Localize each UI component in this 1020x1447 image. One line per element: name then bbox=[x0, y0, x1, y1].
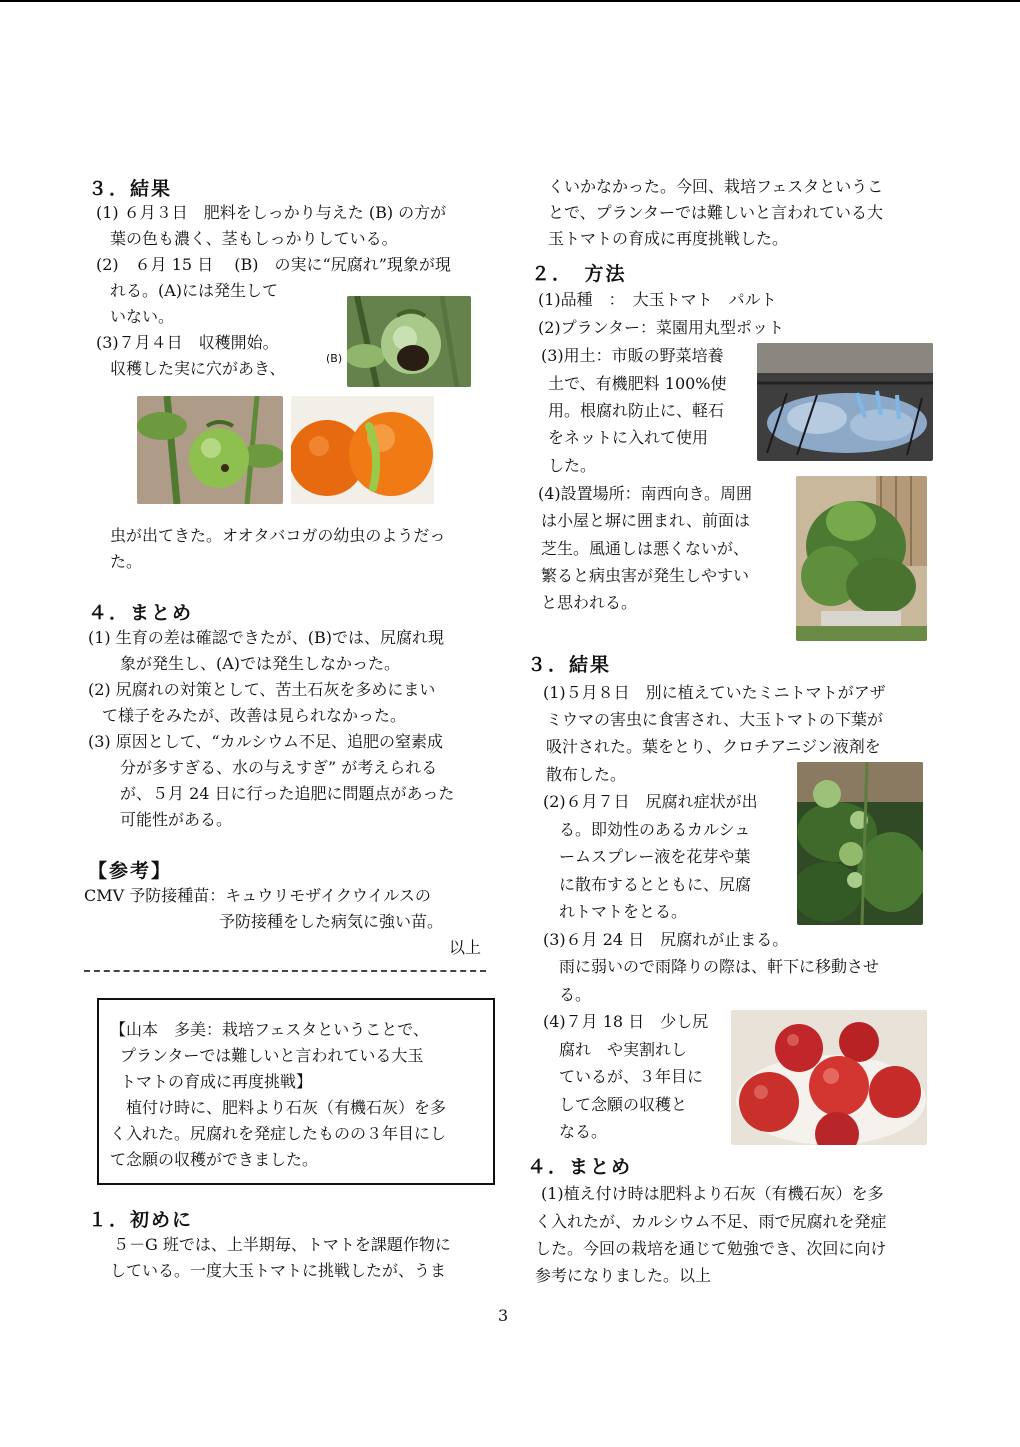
text-line: (2) ６月 15 日 (B) の実に“尻腐れ”現象が現 bbox=[96, 255, 451, 274]
right-summary-heading: ４．まとめ bbox=[527, 1156, 633, 1178]
text-line: ームスプレー液を花芽や葉 bbox=[559, 847, 751, 866]
text-line: とで、プランターでは難しいと言われている大 bbox=[548, 203, 884, 222]
text-line: (1)植え付け時は肥料より石灰（有機石灰）を多 bbox=[541, 1184, 884, 1203]
text-line: ているが、３年目に bbox=[559, 1067, 704, 1086]
top-rule bbox=[0, 0, 1020, 2]
text-line: (1) 生育の差は確認できたが、(B)では、尻腐れ現 bbox=[88, 628, 444, 647]
method-heading: ２． 方法 bbox=[531, 263, 627, 285]
orange-tomato-caterpillar-photo bbox=[291, 396, 434, 504]
text-line: と思われる。 bbox=[541, 593, 638, 612]
harvested-red-tomatoes-photo bbox=[731, 1010, 927, 1145]
end-mark: 以上 bbox=[449, 938, 482, 957]
text-line: (4)設置場所：南西向き。周囲 bbox=[538, 484, 753, 503]
text-line: なる。 bbox=[559, 1122, 608, 1141]
text-line: (1) ６月３日 肥料をしっかり与えた (B) の方が bbox=[96, 203, 447, 222]
text-line: 分が多すぎる、水の与えすぎ” が考えられる bbox=[120, 758, 438, 777]
text-line: (3) 原因として、“カルシウム不足、追肥の窒素成 bbox=[88, 732, 444, 751]
text-line: 散布した。 bbox=[546, 765, 627, 784]
text-line: している。一度大玉トマトに挑戦したが、うま bbox=[110, 1261, 447, 1280]
text-line: 参考になりました。以上 bbox=[535, 1266, 712, 1285]
left-result-heading: ３．結果 bbox=[88, 178, 173, 200]
pumice-net-photo bbox=[757, 343, 933, 461]
text-line: 象が発生し、(A)では発生しなかった。 bbox=[120, 654, 401, 673]
text-line: 吸汁された。葉をとり、クロチアニジン液剤を bbox=[546, 737, 881, 756]
text-line: 収穫した実に穴があき、 bbox=[110, 359, 286, 378]
text-line: る。 bbox=[559, 985, 592, 1004]
text-line: (2)６月７日 尻腐れ症状が出 bbox=[543, 792, 758, 811]
text-line: 繁ると病虫害が発生しやすい bbox=[541, 566, 750, 585]
text-line: に散布するとともに、尻腐 bbox=[559, 875, 752, 894]
right-result-heading: ３．結果 bbox=[527, 654, 612, 676]
text-line: れトマトをとる。 bbox=[559, 902, 688, 921]
text-line: (3)７月４日 収穫開始。 bbox=[96, 333, 279, 352]
page-number: 3 bbox=[498, 1306, 509, 1325]
text-line: て様子をみたが、改善は見られなかった。 bbox=[102, 706, 407, 725]
intro-heading: １．初めに bbox=[88, 1209, 194, 1231]
green-tomato-hole-photo bbox=[137, 396, 283, 504]
text-line: 土で、有機肥料 100%使 bbox=[548, 374, 727, 393]
text-line: をネットに入れて使用 bbox=[548, 428, 709, 447]
text-line: 芝生。風通しは悪くないが、 bbox=[541, 539, 750, 558]
blossom-end-rot-photo bbox=[347, 296, 471, 387]
text-line: れる。(A)には発生して bbox=[110, 281, 279, 300]
text-line: ５－G 班では、上半期毎、トマトを課題作物に bbox=[113, 1235, 451, 1254]
text-line: く入れたが、カルシウム不足、雨で尻腐れを発症 bbox=[535, 1212, 887, 1231]
text-line: (1)５月８日 別に植えていたミニトマトがアザ bbox=[543, 683, 886, 702]
text-line: 可能性がある。 bbox=[120, 810, 233, 829]
text-line: 予防接種をした病気に強い苗。 bbox=[219, 912, 444, 931]
text-line: (4)７月 18 日 少し尻 bbox=[543, 1012, 709, 1031]
box-line: て念願の収穫ができました。 bbox=[110, 1150, 319, 1169]
box-line: プランターでは難しいと言われている大玉 bbox=[120, 1046, 424, 1065]
box-line: 【山本 多美：栽培フェスタということで、 bbox=[110, 1020, 429, 1039]
text-line: いない。 bbox=[110, 307, 175, 326]
photo-label-b: (B) bbox=[326, 352, 343, 365]
text-line: くいかなかった。今回、栽培フェスタというこ bbox=[548, 177, 884, 196]
text-line: (2) 尻腐れの対策として、苦土石灰を多めにまい bbox=[88, 680, 436, 699]
text-line: 玉トマトの育成に再度挑戦した。 bbox=[548, 229, 789, 248]
text-line: (1)品種 ： 大玉トマト パルト bbox=[538, 290, 777, 309]
text-line: (3)用土：市販の野菜培養 bbox=[541, 346, 724, 365]
green-tomatoes-plant-photo bbox=[797, 762, 923, 925]
text-line: (2)プランター：菜園用丸型ポット bbox=[538, 318, 785, 337]
text-line: 用。根腐れ防止に、軽石 bbox=[548, 401, 725, 420]
text-line: る。即効性のあるカルシュ bbox=[559, 820, 751, 839]
text-line: CMV 予防接種苗：キュウリモザイクウイルスの bbox=[84, 886, 431, 905]
reference-heading: 【参考】 bbox=[88, 860, 173, 882]
text-line: た。 bbox=[110, 552, 143, 571]
text-line: (3)６月 24 日 尻腐れが止まる。 bbox=[543, 930, 789, 949]
planter-location-photo bbox=[796, 476, 927, 641]
text-line: 葉の色も濃く、茎もしっかりしている。 bbox=[110, 229, 398, 248]
box-line: 植付け時に、肥料より石灰（有機石灰）を多 bbox=[126, 1098, 447, 1117]
text-line: 雨に弱いので雨降りの際は、軒下に移動させ bbox=[559, 957, 880, 976]
text-line: 腐れ や実割れし bbox=[559, 1040, 688, 1059]
text-line: が、５月 24 日に行った追肥に問題点があった bbox=[120, 784, 455, 803]
text-line: した。 bbox=[548, 456, 597, 475]
dashed-divider bbox=[84, 970, 486, 972]
text-line: して念願の収穫と bbox=[559, 1095, 688, 1114]
text-line: 虫が出てきた。オオタバコガの幼虫のようだっ bbox=[110, 526, 446, 545]
text-line: は小屋と塀に囲まれ、前面は bbox=[541, 511, 750, 530]
box-line: く入れた。尻腐れを発症したものの３年目にし bbox=[110, 1124, 447, 1143]
text-line: ミウマの害虫に食害され、大玉トマトの下葉が bbox=[546, 710, 883, 729]
box-line: トマトの育成に再度挑戦】 bbox=[120, 1072, 313, 1091]
left-summary-heading: ４．まとめ bbox=[88, 602, 194, 624]
text-line: した。今回の栽培を通じて勉強でき、次回に向け bbox=[535, 1239, 887, 1258]
